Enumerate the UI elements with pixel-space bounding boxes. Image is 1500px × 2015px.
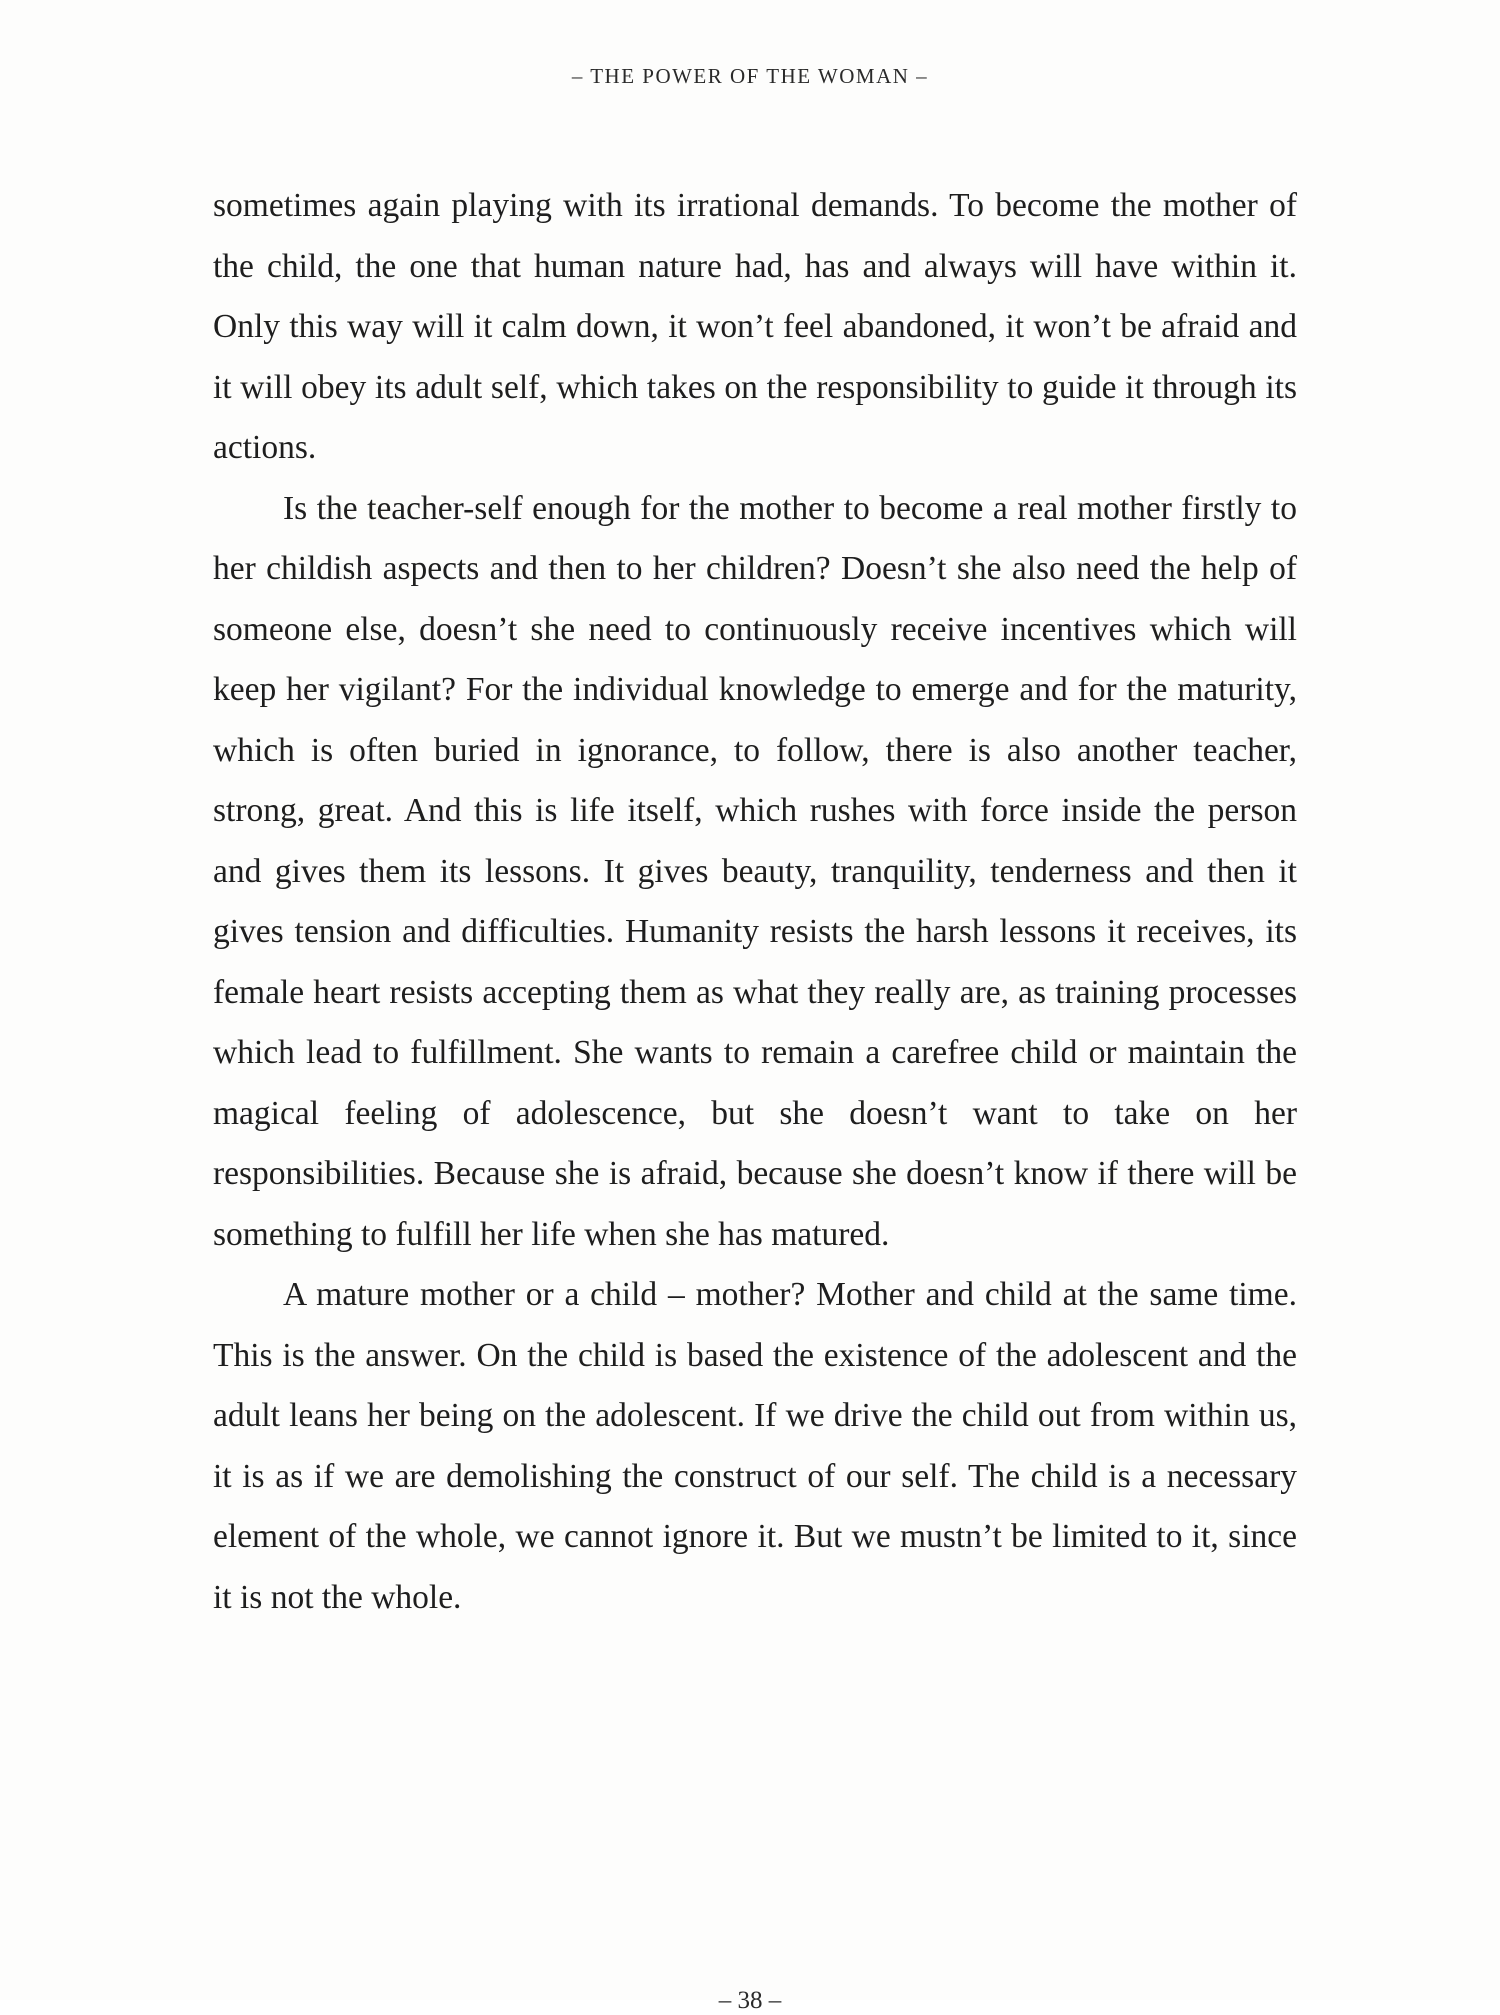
paragraph-3: A mature mother or a child – mother? Mother and child at the same time. This is the answer. On the child is based the existence of the adolescent and the adult leans her being on the adolescent. If we drive the child out from within us, it is as if we are demolishing the construct of our self. The child is a necessary element of the whole, we cannot ignore it. But we mustn’t be limited to it, since it is not the whole. — [213, 1276, 1297, 1616]
body-text — [213, 176, 1297, 1628]
paragraph-1: sometimes again playing with its irrational demands. To become the mother of the child, the one that human nature had, has and always will have within it. Only this way will it calm down, it won’t feel abandoned, it won’t be afraid and it will obey its adult self, which takes on the responsibility to guide it through its actions. — [213, 187, 1297, 466]
paragraph-2: Is the teacher-self enough for the mother to become a real mother firstly to her childish aspects and then to her children? Doesn’t she also need the help of someone else, doesn’t she need to continuously receive incentives which will keep her vigilant? For the individual knowledge to emerge and for the maturity, which is often buried in ignorance, to follow, there is also another teacher, strong, great. And this is life itself, which rushes with force inside the person and gives them its lessons. It gives beauty, tranquility, tenderness and then it gives tension and difficulties. Humanity resists the harsh lessons it receives, its female heart resists accepting them as what they really are, as training processes which lead to fulfillment. She wants to remain a carefree child or maintain the magical feeling of adolescence, but she doesn’t want to take on her responsibilities. Because she is afraid, because she doesn’t know if there will be something to fulfill her life when she has matured. — [213, 489, 1297, 1253]
running-header: – THE POWER OF THE WOMAN – — [571, 64, 929, 88]
page-number: – 38 – — [718, 1987, 782, 2014]
